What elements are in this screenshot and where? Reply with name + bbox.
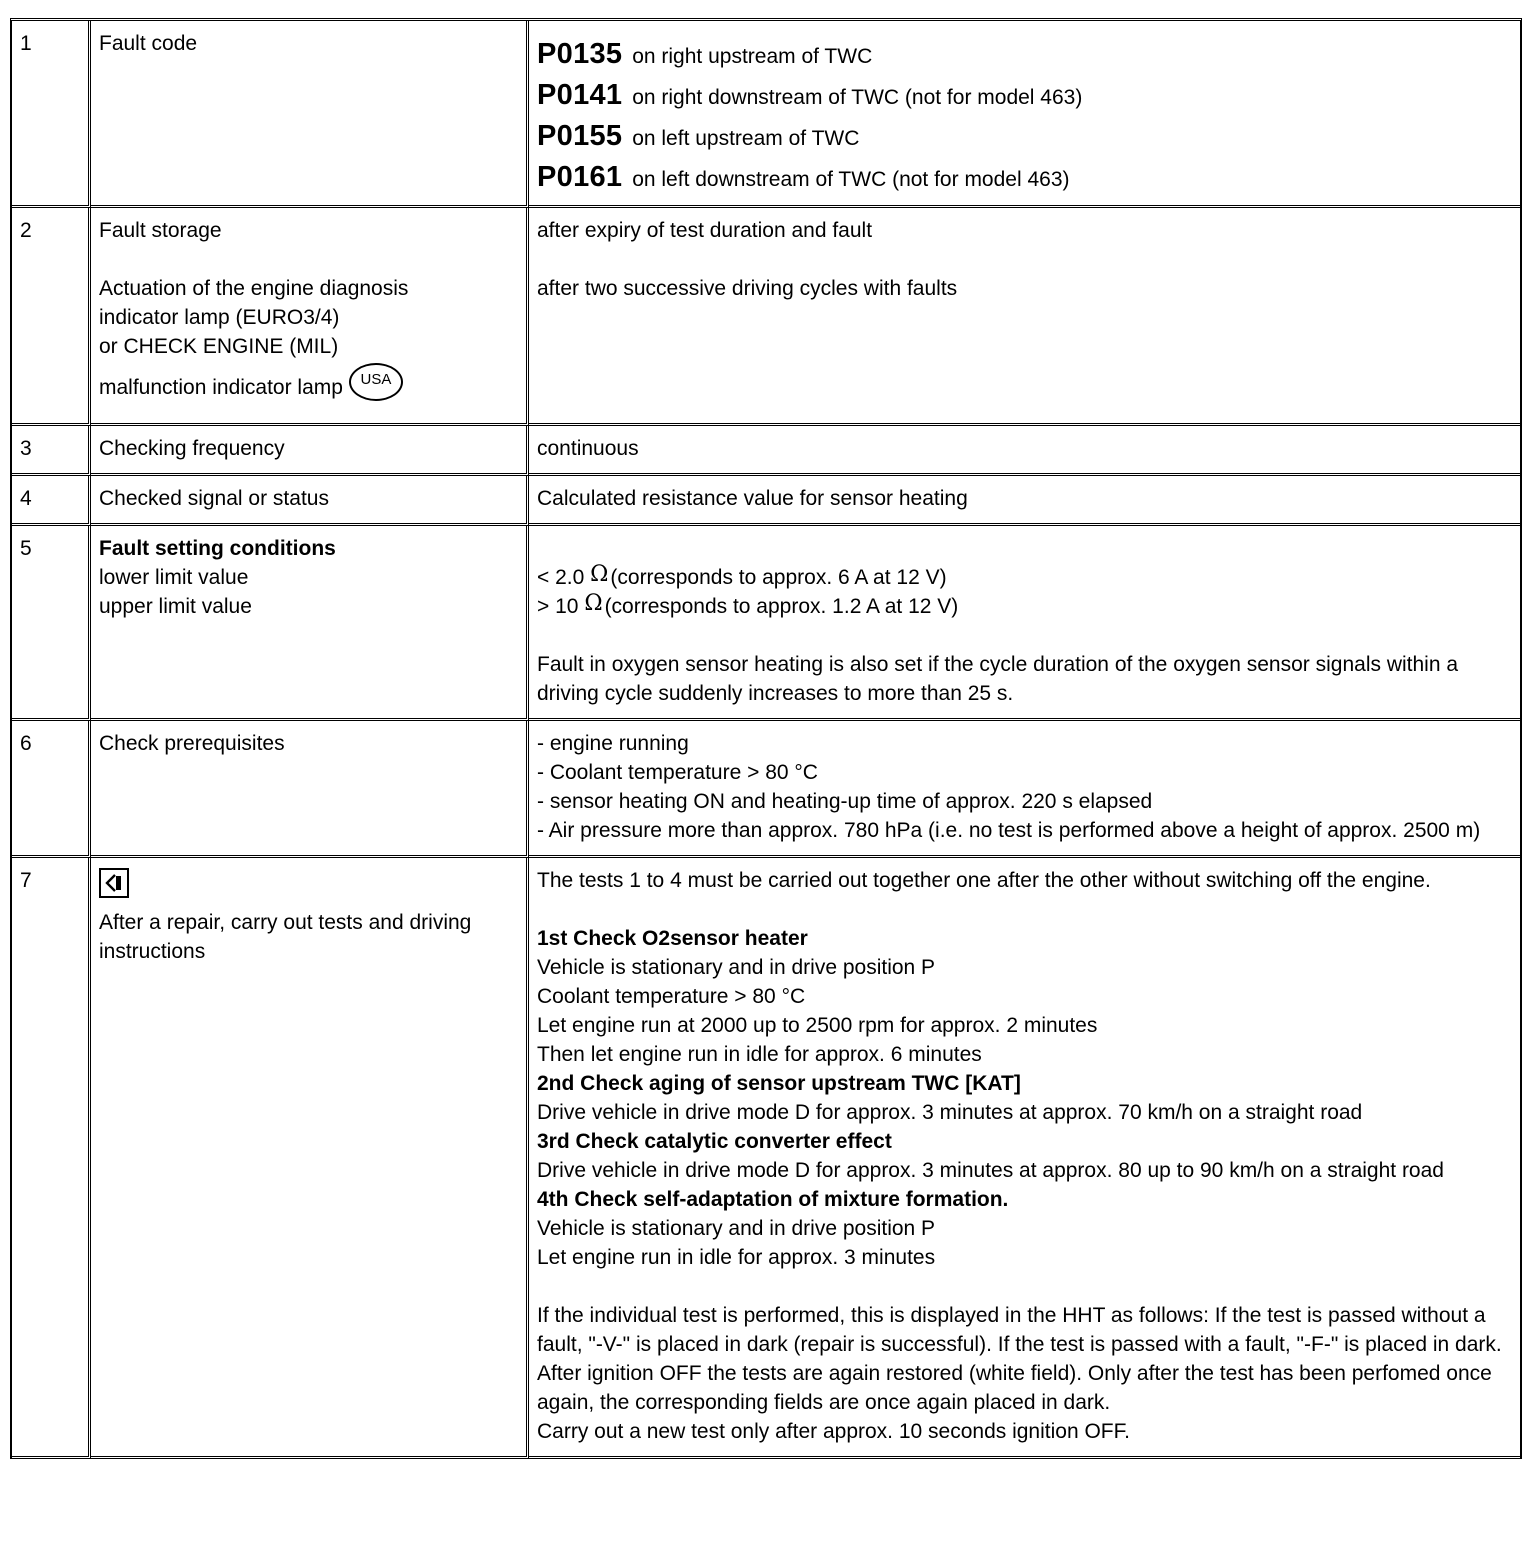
test-line: Vehicle is stationary and in drive position P [537,1217,936,1240]
fault-code-description: on left downstream of TWC (not for model 463) [632,168,1070,191]
usa-badge-icon: USA [349,363,403,401]
fault-setting-note: Fault in oxygen sensor heating is also set if the cycle duration of the oxygen sensor signals within a driving cycle suddenly increases to more than 25 s. [537,653,1459,705]
label-line: upper limit value [99,595,252,618]
test-title: 4th Check self-adaptation of mixture formation. [537,1188,1009,1211]
lower-limit-suffix: (corresponds to approx. 6 A at 12 V) [610,566,947,589]
row-value: Calculated resistance value for sensor heating [529,476,1520,526]
table-row [12,721,1520,858]
row-number: 2 [12,208,91,426]
upper-limit-suffix: (corresponds to approx. 1.2 A at 12 V) [604,595,959,618]
row-label: Fault code [91,21,529,208]
lower-limit-prefix: < 2.0 [537,566,585,589]
row-number: 1 [12,21,91,208]
prerequisite-list [529,721,1520,858]
test-line: Let engine run in idle for approx. 3 minutes [537,1246,936,1269]
row-value-cell [529,526,1520,721]
fault-code-item [537,158,1512,199]
test-line: Vehicle is stationary and in drive position P [537,956,936,979]
row-label-cell [91,858,529,1459]
fault-code-item [537,117,1512,158]
row-label: Check prerequisites [91,721,529,858]
row-number: 6 [12,721,91,858]
fault-code: P0161 [537,161,623,193]
test-line: Let engine run at 2000 up to 2500 rpm for approx. 2 minutes [537,1014,1098,1037]
table-row [12,21,1520,208]
test-line: Then let engine run in idle for approx. 6 minutes [537,1043,982,1066]
row-value-cell [529,858,1520,1459]
row-value-secondary: after two successive driving cycles with faults [537,277,958,300]
test-title: 2nd Check aging of sensor upstream TWC [KAT] [537,1072,1021,1095]
test-title: 3rd Check catalytic converter effect [537,1130,892,1153]
fault-code-description: on right upstream of TWC [632,45,873,68]
test-line: Coolant temperature > 80 °C [537,985,806,1008]
table-row [12,526,1520,721]
test-intro: The tests 1 to 4 must be carried out together one after the other without switching off the engine. [537,869,1431,892]
list-item: - sensor heating ON and heating-up time of approx. 220 s elapsed [537,790,1153,813]
row-number: 7 [12,858,91,1459]
row-number: 5 [12,526,91,721]
fault-code: P0141 [537,79,623,111]
ohm-symbol: Ω [584,591,603,616]
label-line: Actuation of the engine diagnosis [99,277,409,300]
ohm-symbol: Ω [590,562,609,587]
fault-code-item [537,76,1512,117]
label-line: lower limit value [99,566,249,589]
list-item: - engine running [537,732,689,755]
fault-code-description: on right downstream of TWC (not for model 463) [632,86,1083,109]
repair-symbol-icon [99,868,129,898]
row-label: Checked signal or status [91,476,529,526]
row-label: After a repair, carry out tests and driving instructions [99,911,472,963]
row-label: Fault storage [99,219,222,242]
final-note: Carry out a new test only after approx. 10 seconds ignition OFF. [537,1420,1130,1443]
row-label: Fault setting conditions [99,537,336,560]
row-number: 4 [12,476,91,526]
diagnosis-spec-sheet [10,18,1522,1459]
row-value: continuous [529,426,1520,476]
hht-display-note: If the individual test is performed, this is displayed in the HHT as follows: If the test is passed without a fault, "-V-" is placed in dark (repair is successful). If the test is passed with a fault, "-F-" is placed in dark. After ignition OFF the tests are again restored (white field). Only after the test has been perfomed once again, the corresponding fields are once again placed in dark. [537,1304,1502,1414]
list-item: - Air pressure more than approx. 780 hPa (i.e. no test is performed above a height of approx. 2500 m) [537,819,1481,842]
fault-spec-table [10,18,1522,1459]
row-value-cell [529,208,1520,426]
label-line: or CHECK ENGINE (MIL) [99,335,339,358]
row-label: Checking frequency [91,426,529,476]
table-row [12,208,1520,426]
fault-code-item [537,35,1512,76]
fault-code-list [529,21,1520,208]
test-line: Drive vehicle in drive mode D for approx. 3 minutes at approx. 80 up to 90 km/h on a straight road [537,1159,1444,1182]
test-line: Drive vehicle in drive mode D for approx. 3 minutes at approx. 70 km/h on a straight road [537,1101,1363,1124]
list-item: - Coolant temperature > 80 °C [537,761,818,784]
lower-limit-value [537,563,1512,592]
table-row [12,858,1520,1459]
fault-code-description: on left upstream of TWC [632,127,860,150]
label-line: malfunction indicator lamp [99,376,343,399]
fault-code: P0135 [537,38,623,70]
row-number: 3 [12,426,91,476]
table-row [12,476,1520,526]
table-row [12,426,1520,476]
row-value: after expiry of test duration and fault [537,219,873,242]
row-label-cell [91,208,529,426]
fault-code: P0155 [537,120,623,152]
label-line: indicator lamp (EURO3/4) [99,306,340,329]
test-title: 1st Check O2sensor heater [537,927,808,950]
upper-limit-value [537,592,1512,621]
row-label-cell [91,526,529,721]
upper-limit-prefix: > 10 [537,595,579,618]
label-line-with-badge [99,373,518,413]
